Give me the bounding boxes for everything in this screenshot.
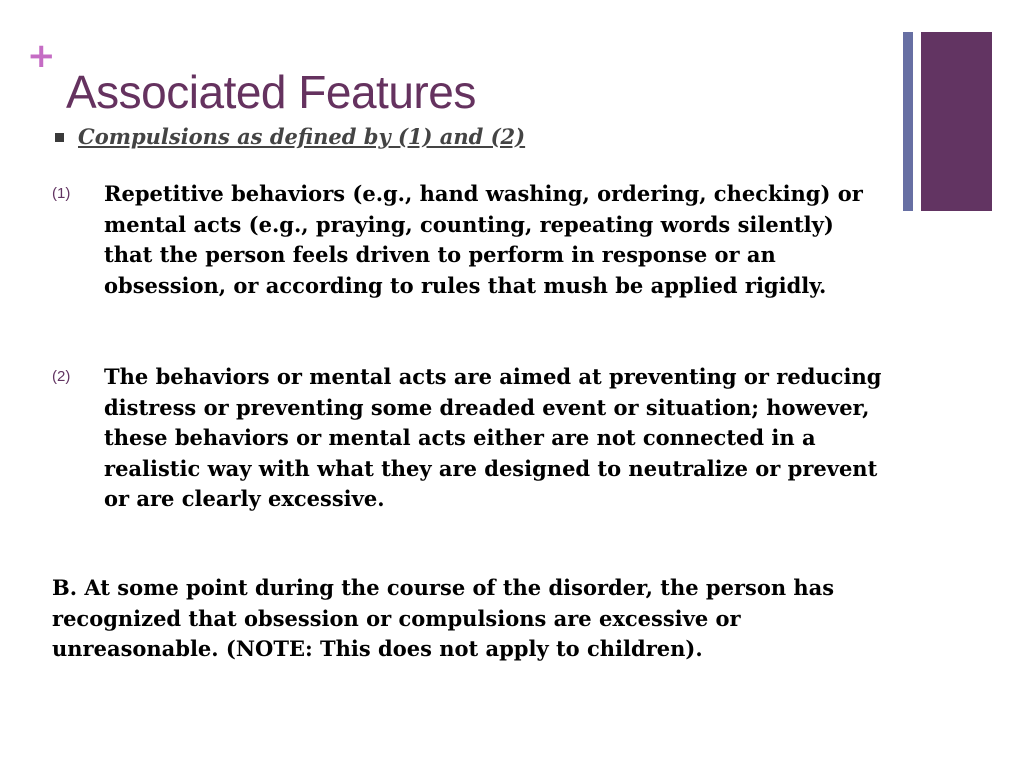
numbered-item-1 [52, 179, 882, 301]
slide-subtitle: Compulsions as defined by (1) and (2) [78, 123, 526, 149]
item-text: The behaviors or mental acts are aimed at preventing or reducing distress or preventing some dreaded event or situation; however, these behaviors or mental acts either are not connected in a realistic way with what they are designed to neutralize or prevent or are clearly excessive. [104, 364, 882, 511]
square-bullet-icon [55, 133, 64, 142]
decorative-bar-thick [921, 32, 992, 211]
plus-icon: + [27, 36, 56, 76]
numbered-item-2 [52, 362, 882, 515]
decorative-bar-thin [903, 32, 913, 211]
subtitle-row [55, 121, 525, 151]
paragraph-b: B. At some point during the course of the disorder, the person has recognized that obsession or compulsions are excessive or unreasonable. (NOTE: This does not apply to children). [52, 575, 835, 661]
item-number: (2) [52, 368, 71, 385]
slide-title: Associated Features [66, 66, 476, 118]
item-number: (1) [52, 185, 71, 202]
item-text: Repetitive behaviors (e.g., hand washing, ordering, checking) or mental acts (e.g., praying, counting, repeating words silently) that the person feels driven to perform in response or an obsession, or according to rules that mush be applied rigidly. [104, 181, 863, 298]
